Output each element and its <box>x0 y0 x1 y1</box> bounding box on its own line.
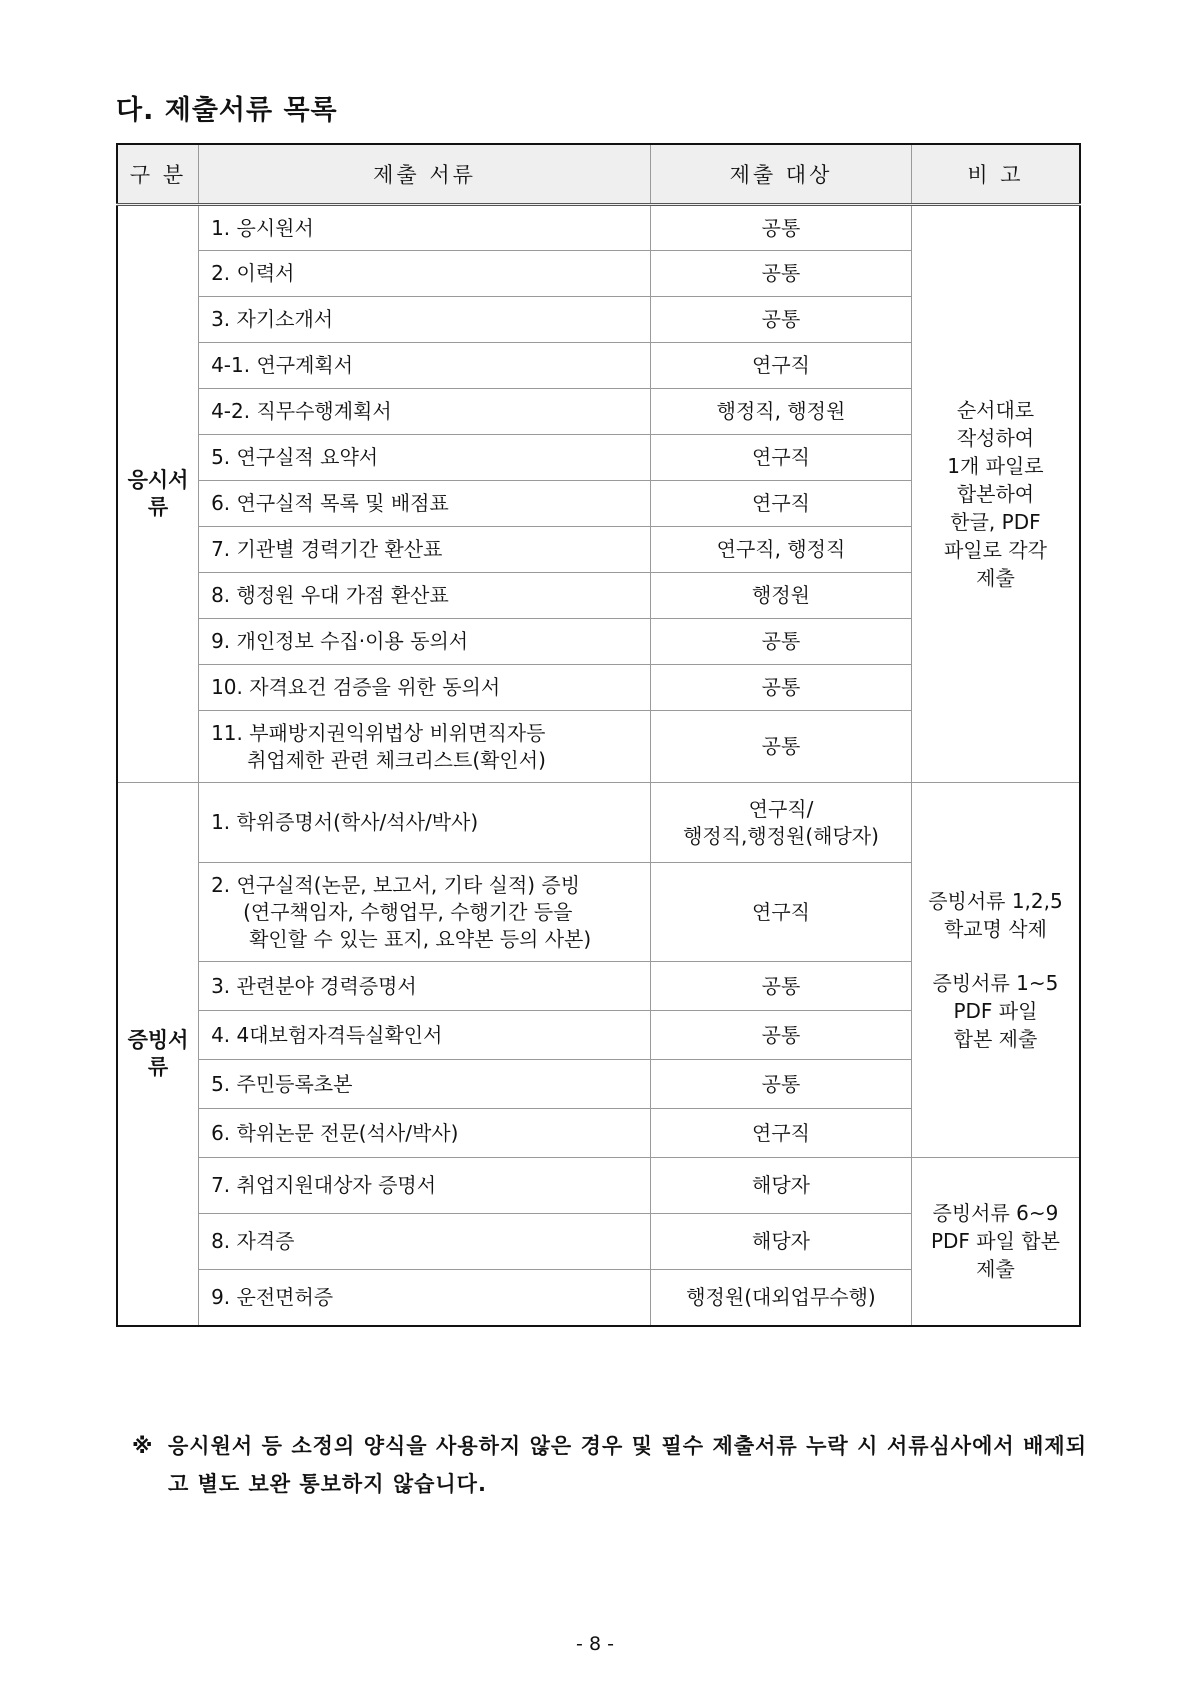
category-cell: 응시서류 <box>117 205 199 783</box>
target-cell: 연구직 <box>651 343 912 389</box>
document-cell <box>199 711 651 783</box>
note-line: 작성하여 <box>956 426 1035 450</box>
target-cell: 해당자 <box>651 1214 912 1270</box>
target-cell: 공통 <box>651 711 912 783</box>
note-line: 1개 파일로 <box>947 454 1044 478</box>
note-cell <box>911 783 1080 1158</box>
header-category: 구 분 <box>117 144 199 205</box>
note-line: PDF 파일 <box>953 999 1038 1023</box>
target-cell: 공통 <box>651 297 912 343</box>
document-cell: 5. 주민등록초본 <box>199 1060 651 1109</box>
note-line: 제출 <box>976 1257 1015 1282</box>
target-cell <box>651 783 912 863</box>
table-row <box>117 205 1080 251</box>
target-cell: 행정직, 행정원 <box>651 389 912 435</box>
note-line: 합본 제출 <box>953 1027 1038 1051</box>
note-line: 학교명 삭제 <box>943 917 1047 941</box>
note-cell <box>911 205 1080 783</box>
note-line: 파일로 각각 <box>943 538 1047 562</box>
document-cell: 10. 자격요건 검증을 위한 동의서 <box>199 665 651 711</box>
target-cell: 공통 <box>651 619 912 665</box>
target-cell: 행정원(대외업무수행) <box>651 1270 912 1326</box>
document-cell: 2. 이력서 <box>199 251 651 297</box>
target-cell: 공통 <box>651 1011 912 1060</box>
document-cell: 7. 기관별 경력기간 환산표 <box>199 527 651 573</box>
target-cell: 공통 <box>651 962 912 1011</box>
target-cell: 행정원 <box>651 573 912 619</box>
target-cell: 공통 <box>651 665 912 711</box>
document-cell <box>199 863 651 962</box>
target-cell: 연구직, 행정직 <box>651 527 912 573</box>
target-cell: 공통 <box>651 1060 912 1109</box>
target-cell: 연구직 <box>651 863 912 962</box>
target-cell: 연구직 <box>651 481 912 527</box>
document-cell: 8. 행정원 우대 가점 환산표 <box>199 573 651 619</box>
document-cell: 4-1. 연구계획서 <box>199 343 651 389</box>
document-line: 확인할 수 있는 표지, 요약본 등의 사본) <box>249 926 592 951</box>
document-cell: 1. 응시원서 <box>199 205 651 251</box>
target-cell: 해당자 <box>651 1158 912 1214</box>
target-line: 연구직/ <box>748 796 814 821</box>
documents-table <box>116 143 1081 1327</box>
document-cell: 8. 자격증 <box>199 1214 651 1270</box>
target-cell: 공통 <box>651 205 912 251</box>
note-line: 증빙서류 6~9 <box>932 1201 1059 1226</box>
note-line: 증빙서류 1~5 <box>932 971 1059 995</box>
document-cell: 3. 관련분야 경력증명서 <box>199 962 651 1011</box>
target-cell: 연구직 <box>651 435 912 481</box>
note-cell <box>911 1158 1080 1326</box>
target-cell: 공통 <box>651 251 912 297</box>
note-spacer <box>912 943 1079 969</box>
document-cell: 6. 연구실적 목록 및 배점표 <box>199 481 651 527</box>
note-line: 합본하여 <box>956 482 1035 506</box>
table-row <box>117 783 1080 863</box>
document-line: 2. 연구실적(논문, 보고서, 기타 실적) 증빙 <box>211 872 581 897</box>
document-cell: 3. 자기소개서 <box>199 297 651 343</box>
document-line: 11. 부패방지권익위법상 비위면직자등 <box>211 720 546 745</box>
note-line: 순서대로 <box>956 398 1035 422</box>
table-row <box>117 1158 1080 1214</box>
page-number: - 8 - <box>576 1633 614 1655</box>
section-title: 다. 제출서류 목록 <box>116 95 338 126</box>
target-cell: 연구직 <box>651 1109 912 1158</box>
document-cell: 9. 운전면허증 <box>199 1270 651 1326</box>
table-header-row <box>117 144 1080 205</box>
document-line: (연구책임자, 수행업무, 수행기간 등을 <box>243 899 573 924</box>
header-note: 비 고 <box>911 144 1080 205</box>
note-line: PDF 파일 합본 <box>930 1229 1060 1254</box>
footnote-text: 응시원서 등 소정의 양식을 사용하지 않은 경우 및 필수 제출서류 누락 시 서류심사에서 배제되고 별도 보완 통보하지 않습니다. <box>168 1434 1087 1496</box>
document-cell: 5. 연구실적 요약서 <box>199 435 651 481</box>
footnote <box>132 1427 1087 1503</box>
category-cell: 증빙서류 <box>117 783 199 1326</box>
note-line: 증빙서류 1,2,5 <box>928 889 1063 913</box>
note-line: 제출 <box>976 566 1015 590</box>
document-line: 취업제한 관련 체크리스트(확인서) <box>247 747 546 772</box>
header-document: 제출 서류 <box>199 144 651 205</box>
document-cell: 7. 취업지원대상자 증명서 <box>199 1158 651 1214</box>
document-cell: 9. 개인정보 수집·이용 동의서 <box>199 619 651 665</box>
document-cell: 6. 학위논문 전문(석사/박사) <box>199 1109 651 1158</box>
header-target: 제출 대상 <box>651 144 912 205</box>
reference-mark: ※ <box>132 1434 154 1458</box>
note-line: 한글, PDF <box>950 510 1041 534</box>
document-cell: 4. 4대보험자격득실확인서 <box>199 1011 651 1060</box>
document-cell: 4-2. 직무수행계획서 <box>199 389 651 435</box>
document-cell: 1. 학위증명서(학사/석사/박사) <box>199 783 651 863</box>
target-line: 행정직,행정원(해당자) <box>683 823 879 848</box>
